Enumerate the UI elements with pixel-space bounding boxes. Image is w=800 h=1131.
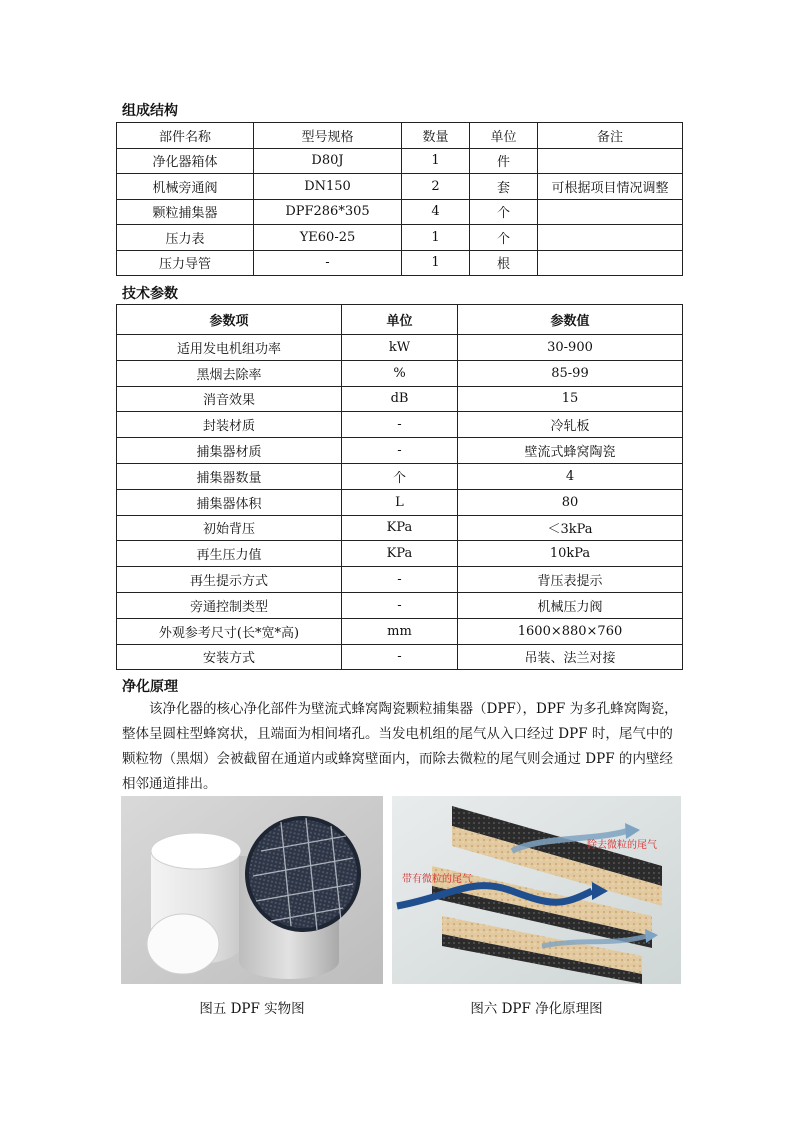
table-cell: 件: [470, 148, 538, 174]
table-cell: 封装材质: [117, 412, 342, 438]
column-header: 单位: [342, 305, 458, 335]
table-cell: [538, 199, 683, 225]
table-cell: 根: [470, 250, 538, 276]
section-title-parameters: 技术参数: [122, 286, 178, 302]
table-row: [117, 360, 683, 386]
table-cell: 外观参考尺寸(长*宽*高): [117, 618, 342, 644]
table-cell: -: [254, 250, 402, 276]
table-header-row: [117, 305, 683, 335]
table-row: [117, 250, 683, 276]
table-row: [117, 225, 683, 251]
table-cell: 个: [470, 199, 538, 225]
table-cell: YE60-25: [254, 225, 402, 251]
table-cell: 可根据项目情况调整: [538, 174, 683, 200]
table-cell: 1: [402, 148, 470, 174]
table-row: [117, 148, 683, 174]
table-cell: -: [342, 438, 458, 464]
table-cell: 10kPa: [458, 541, 683, 567]
table-cell: 捕集器体积: [117, 489, 342, 515]
column-header: 备注: [538, 123, 683, 149]
column-header: 单位: [470, 123, 538, 149]
table-cell: 压力表: [117, 225, 254, 251]
table-row: [117, 541, 683, 567]
table-cell: 机械压力阀: [458, 592, 683, 618]
table-cell: D80J: [254, 148, 402, 174]
principle-paragraph: [122, 697, 688, 797]
figure5-caption: 图五 DPF 实物图: [199, 1001, 305, 1017]
table-cell: 适用发电机组功率: [117, 335, 342, 361]
dpf-photo-illustration: [121, 796, 383, 984]
table-cell: [538, 225, 683, 251]
table-cell: 冷轧板: [458, 412, 683, 438]
table-row: [117, 567, 683, 593]
table-cell: -: [342, 592, 458, 618]
column-header: 参数项: [117, 305, 342, 335]
column-header: 参数值: [458, 305, 683, 335]
table-cell: 4: [402, 199, 470, 225]
table-cell: 1: [402, 250, 470, 276]
clean-gas-label: 除去微粒的尾气: [587, 840, 657, 851]
table-row: [117, 174, 683, 200]
table-row: [117, 386, 683, 412]
table-cell: 再生压力值: [117, 541, 342, 567]
table-header-row: [117, 123, 683, 149]
paragraph-line: 相邻通道排出。: [122, 776, 217, 792]
table-row: [117, 618, 683, 644]
table-row: [117, 335, 683, 361]
dpf-principle-illustration: [392, 796, 681, 984]
table-cell: mm: [342, 618, 458, 644]
table-cell: 80: [458, 489, 683, 515]
table-cell: 初始背压: [117, 515, 342, 541]
table-cell: 颗粒捕集器: [117, 199, 254, 225]
dpf-principle-figure: [392, 796, 681, 984]
dpf-photo-figure: [121, 796, 383, 984]
table-cell: 安装方式: [117, 644, 342, 670]
table-cell: L: [342, 489, 458, 515]
table-row: [117, 592, 683, 618]
column-header: 数量: [402, 123, 470, 149]
column-header: 型号规格: [254, 123, 402, 149]
paragraph-line: 颗粒物（黑烟）会被截留在通道内或蜂窝壁面内，而除去微粒的尾气则会通过 DPF 的内壁经: [122, 751, 673, 767]
table-cell: -: [342, 412, 458, 438]
paragraph-line: 整体呈圆柱型蜂窝状，且端面为相间堵孔。当发电机组的尾气从入口经过 DPF 时，尾气中的: [122, 726, 673, 742]
table-cell: DPF286*305: [254, 199, 402, 225]
table-cell: 捕集器材质: [117, 438, 342, 464]
table-cell: KPa: [342, 515, 458, 541]
table-cell: 85-99: [458, 360, 683, 386]
table-cell: 压力导管: [117, 250, 254, 276]
table-cell: 再生提示方式: [117, 567, 342, 593]
section-title-principle: 净化原理: [122, 679, 178, 695]
table-cell: 1: [402, 225, 470, 251]
table-cell: 消音效果: [117, 386, 342, 412]
table-cell: 4: [458, 463, 683, 489]
table-row: [117, 515, 683, 541]
table-cell: 个: [342, 463, 458, 489]
table-cell: DN150: [254, 174, 402, 200]
table-row: [117, 489, 683, 515]
paragraph-line: 该净化器的核心净化部件为壁流式蜂窝陶瓷颗粒捕集器（DPF），DPF 为多孔蜂窝陶瓷，: [149, 701, 678, 717]
table-cell: -: [342, 644, 458, 670]
section-title-composition: 组成结构: [122, 103, 178, 119]
table-cell: 捕集器数量: [117, 463, 342, 489]
table-row: [117, 199, 683, 225]
table-row: [117, 644, 683, 670]
table-cell: 2: [402, 174, 470, 200]
table-cell: [538, 250, 683, 276]
figure6-caption: 图六 DPF 净化原理图: [470, 1001, 603, 1017]
particulate-gas-label: 带有微粒的尾气: [402, 874, 472, 885]
composition-table: [116, 122, 683, 276]
table-cell: 黑烟去除率: [117, 360, 342, 386]
table-cell: -: [342, 567, 458, 593]
table-cell: 机械旁通阀: [117, 174, 254, 200]
table-cell: 净化器箱体: [117, 148, 254, 174]
table-cell: 套: [470, 174, 538, 200]
table-row: [117, 438, 683, 464]
table-cell: 15: [458, 386, 683, 412]
table-cell: 壁流式蜂窝陶瓷: [458, 438, 683, 464]
table-cell: KPa: [342, 541, 458, 567]
column-header: 部件名称: [117, 123, 254, 149]
table-cell: 旁通控制类型: [117, 592, 342, 618]
table-cell: kW: [342, 335, 458, 361]
table-cell: 1600×880×760: [458, 618, 683, 644]
table-cell: 吊装、法兰对接: [458, 644, 683, 670]
table-cell: 背压表提示: [458, 567, 683, 593]
table-row: [117, 463, 683, 489]
table-cell: dB: [342, 386, 458, 412]
parameters-table: [116, 304, 683, 670]
table-cell: 个: [470, 225, 538, 251]
table-row: [117, 412, 683, 438]
table-cell: [538, 148, 683, 174]
table-cell: 30-900: [458, 335, 683, 361]
table-cell: %: [342, 360, 458, 386]
table-cell: ＜3kPa: [458, 515, 683, 541]
